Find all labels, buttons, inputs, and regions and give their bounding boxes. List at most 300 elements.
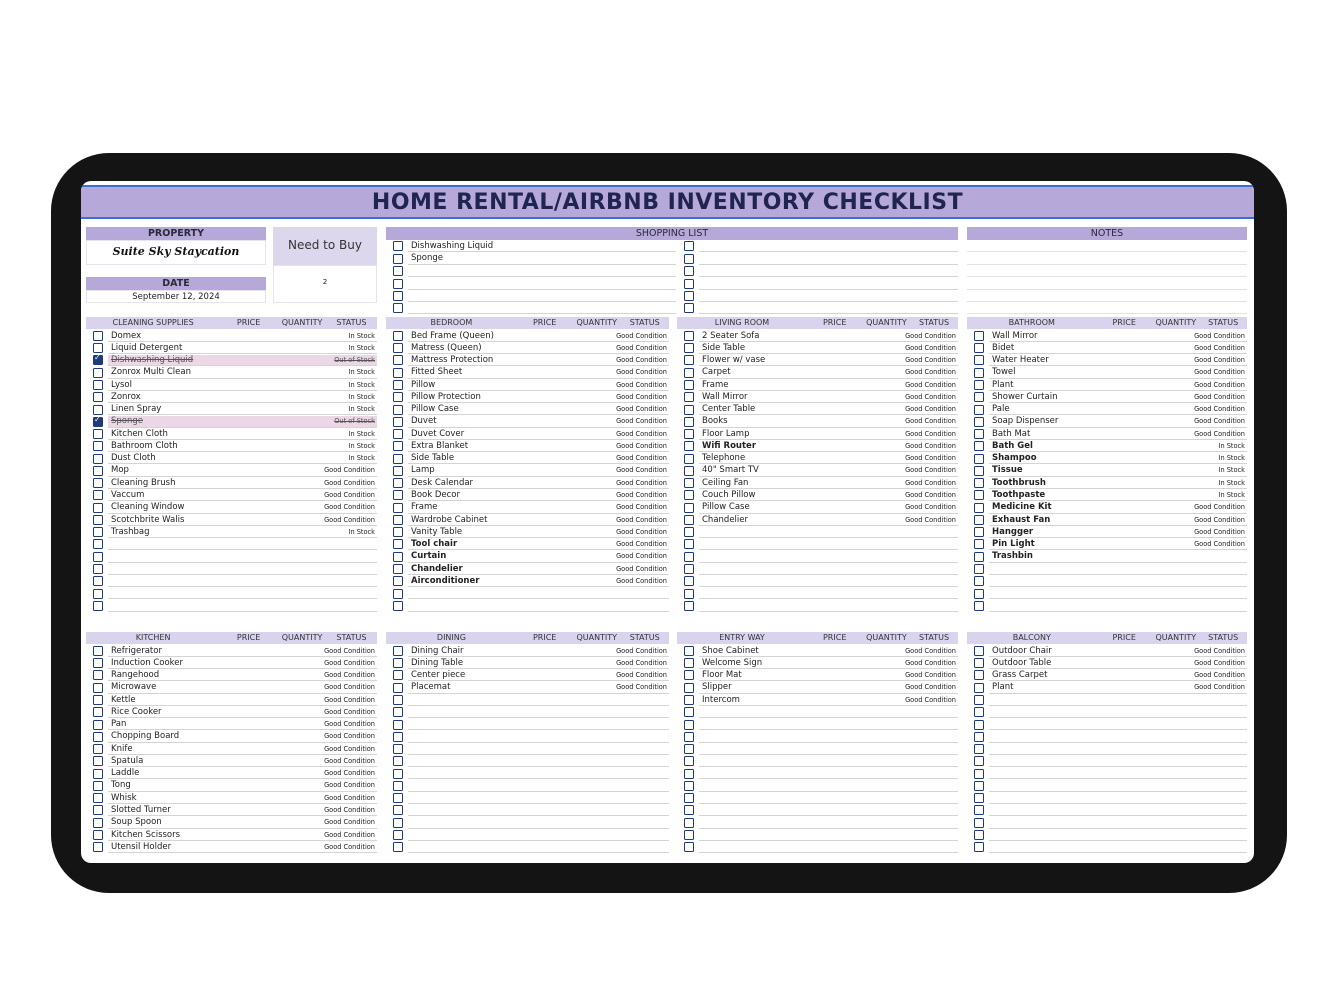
- list-item-wifi-router[interactable]: [677, 440, 958, 452]
- checkbox[interactable]: [393, 601, 403, 611]
- checkbox[interactable]: [393, 241, 403, 251]
- list-item-airconditioner[interactable]: [386, 575, 669, 587]
- checkbox[interactable]: [974, 368, 984, 378]
- checkbox[interactable]: [93, 429, 103, 439]
- checkbox[interactable]: [974, 720, 984, 730]
- checkbox[interactable]: [393, 720, 403, 730]
- checkbox[interactable]: [684, 405, 694, 415]
- checkbox[interactable]: [93, 695, 103, 705]
- list-item-water-heater[interactable]: [967, 354, 1247, 366]
- checkbox[interactable]: [684, 343, 694, 353]
- checkbox[interactable]: [684, 515, 694, 525]
- checkbox[interactable]: [974, 793, 984, 803]
- checkbox[interactable]: [684, 241, 694, 251]
- checkbox[interactable]: [93, 527, 103, 537]
- empty-row[interactable]: [677, 575, 958, 587]
- checkbox[interactable]: [393, 291, 403, 301]
- list-item-floor-mat[interactable]: [677, 669, 958, 681]
- list-item-side-table[interactable]: [386, 452, 669, 464]
- checkbox[interactable]: [93, 454, 103, 464]
- list-item-flower-w-vase[interactable]: [677, 354, 958, 366]
- checkbox[interactable]: [684, 564, 694, 574]
- checkbox[interactable]: [974, 683, 984, 693]
- list-item-toothbrush[interactable]: [967, 477, 1247, 489]
- checkbox[interactable]: [93, 818, 103, 828]
- checkbox[interactable]: [684, 744, 694, 754]
- checkbox[interactable]: [974, 527, 984, 537]
- list-item-hangger[interactable]: [967, 526, 1247, 538]
- checkbox[interactable]: [93, 683, 103, 693]
- checkbox[interactable]: [684, 441, 694, 451]
- list-item-induction-cooker[interactable]: [86, 657, 377, 669]
- checkbox[interactable]: [684, 589, 694, 599]
- empty-row[interactable]: [677, 755, 958, 767]
- list-item-bath-gel[interactable]: [967, 440, 1247, 452]
- empty-row[interactable]: [967, 730, 1247, 742]
- checkbox[interactable]: [393, 830, 403, 840]
- checkbox[interactable]: [393, 670, 403, 680]
- empty-row[interactable]: [677, 779, 958, 791]
- checkbox[interactable]: [684, 266, 694, 276]
- empty-row[interactable]: [386, 841, 669, 853]
- checkbox[interactable]: [684, 392, 694, 402]
- checkbox[interactable]: [93, 842, 103, 852]
- checkbox[interactable]: [93, 744, 103, 754]
- list-item-outdoor-table[interactable]: [967, 657, 1247, 669]
- empty-row[interactable]: [386, 779, 669, 791]
- empty-row[interactable]: [677, 526, 958, 538]
- list-item-intercom[interactable]: [677, 694, 958, 706]
- checkbox[interactable]: [393, 368, 403, 378]
- list-item-trashbag[interactable]: [86, 526, 377, 538]
- checkbox[interactable]: [974, 732, 984, 742]
- list-item-chopping-board[interactable]: [86, 730, 377, 742]
- empty-row[interactable]: [967, 792, 1247, 804]
- checkbox[interactable]: [393, 429, 403, 439]
- checkbox[interactable]: [393, 515, 403, 525]
- list-item-chandelier[interactable]: [386, 563, 669, 575]
- empty-row[interactable]: [677, 265, 958, 277]
- checkbox[interactable]: [93, 576, 103, 586]
- checkbox[interactable]: [393, 303, 403, 313]
- checkbox[interactable]: [393, 466, 403, 476]
- list-item-towel[interactable]: [967, 366, 1247, 378]
- list-item-trashbin[interactable]: [967, 550, 1247, 562]
- checkbox[interactable]: [974, 490, 984, 500]
- checkbox[interactable]: [974, 781, 984, 791]
- checkbox[interactable]: [393, 490, 403, 500]
- checkbox[interactable]: [93, 707, 103, 717]
- list-item-shoe-cabinet[interactable]: [677, 645, 958, 657]
- list-item-cleaning-brush[interactable]: [86, 477, 377, 489]
- list-item-grass-carpet[interactable]: [967, 669, 1247, 681]
- checkbox[interactable]: [393, 658, 403, 668]
- checkbox[interactable]: [393, 781, 403, 791]
- checkbox[interactable]: [974, 658, 984, 668]
- list-item-plant[interactable]: [967, 681, 1247, 693]
- checkbox[interactable]: [93, 552, 103, 562]
- checkbox[interactable]: [974, 576, 984, 586]
- checkbox[interactable]: [684, 279, 694, 289]
- checkbox[interactable]: [93, 343, 103, 353]
- list-item-welcome-sign[interactable]: [677, 657, 958, 669]
- empty-row[interactable]: [677, 816, 958, 828]
- checkbox[interactable]: [974, 601, 984, 611]
- empty-row[interactable]: [677, 599, 958, 611]
- list-item-pillow[interactable]: [386, 379, 669, 391]
- checkbox[interactable]: [684, 539, 694, 549]
- checkbox[interactable]: [974, 744, 984, 754]
- checkbox[interactable]: [393, 805, 403, 815]
- checkbox[interactable]: [974, 539, 984, 549]
- checkbox[interactable]: [93, 658, 103, 668]
- checkbox[interactable]: [684, 303, 694, 313]
- list-item-matress-queen[interactable]: [386, 342, 669, 354]
- checkbox[interactable]: [393, 405, 403, 415]
- checkbox[interactable]: [393, 441, 403, 451]
- checkbox[interactable]: [393, 503, 403, 513]
- checkbox[interactable]: [684, 466, 694, 476]
- checkbox[interactable]: [393, 683, 403, 693]
- checkbox[interactable]: [93, 564, 103, 574]
- list-item-floor-lamp[interactable]: [677, 428, 958, 440]
- list-item-shower-curtain[interactable]: [967, 391, 1247, 403]
- checkbox[interactable]: [93, 331, 103, 341]
- empty-row[interactable]: [386, 730, 669, 742]
- empty-row[interactable]: [386, 694, 669, 706]
- checkbox[interactable]: [93, 405, 103, 415]
- checkbox[interactable]: [684, 254, 694, 264]
- checkbox[interactable]: [684, 683, 694, 693]
- checkbox[interactable]: [393, 552, 403, 562]
- list-item-vaccum[interactable]: [86, 489, 377, 501]
- list-item-lamp[interactable]: [386, 464, 669, 476]
- list-item-shampoo[interactable]: [967, 452, 1247, 464]
- empty-row[interactable]: [677, 302, 958, 314]
- checkbox[interactable]: [93, 441, 103, 451]
- empty-row[interactable]: [386, 829, 669, 841]
- checkbox[interactable]: [974, 695, 984, 705]
- checkbox[interactable]: [393, 331, 403, 341]
- empty-row[interactable]: [386, 265, 676, 277]
- empty-row[interactable]: [677, 743, 958, 755]
- empty-row[interactable]: [967, 755, 1247, 767]
- empty-row[interactable]: [967, 599, 1247, 611]
- empty-row[interactable]: [677, 240, 958, 252]
- checkbox[interactable]: [684, 756, 694, 766]
- empty-row[interactable]: [677, 290, 958, 302]
- checkbox[interactable]: [93, 830, 103, 840]
- checkbox[interactable]: [684, 720, 694, 730]
- list-item-center-piece[interactable]: [386, 669, 669, 681]
- checkbox[interactable]: [393, 254, 403, 264]
- list-item-slipper[interactable]: [677, 681, 958, 693]
- list-item-whisk[interactable]: [86, 792, 377, 804]
- list-item-liquid-detergent[interactable]: [86, 342, 377, 354]
- checkbox[interactable]: [974, 646, 984, 656]
- checkbox[interactable]: [684, 818, 694, 828]
- list-item-spatula[interactable]: [86, 755, 377, 767]
- checkbox[interactable]: [393, 732, 403, 742]
- checkbox[interactable]: [684, 830, 694, 840]
- checkbox[interactable]: [974, 478, 984, 488]
- checkbox[interactable]: [93, 646, 103, 656]
- list-item-zonrox[interactable]: [86, 391, 377, 403]
- checkbox[interactable]: [684, 805, 694, 815]
- checkbox[interactable]: [93, 781, 103, 791]
- checkbox[interactable]: [974, 805, 984, 815]
- list-item-wardrobe-cabinet[interactable]: [386, 514, 669, 526]
- checkbox[interactable]: [974, 466, 984, 476]
- list-item-wall-mirror[interactable]: [967, 330, 1247, 342]
- checkbox[interactable]: [684, 576, 694, 586]
- checkbox[interactable]: [393, 756, 403, 766]
- list-item-outdoor-chair[interactable]: [967, 645, 1247, 657]
- checkbox[interactable]: [393, 478, 403, 488]
- checkbox[interactable]: [974, 503, 984, 513]
- list-item-books[interactable]: [677, 415, 958, 427]
- empty-row[interactable]: [967, 804, 1247, 816]
- checkbox[interactable]: [93, 670, 103, 680]
- list-item-utensil-holder[interactable]: [86, 841, 377, 853]
- checkbox[interactable]: [393, 589, 403, 599]
- checkbox[interactable]: [393, 793, 403, 803]
- list-item-fitted-sheet[interactable]: [386, 366, 669, 378]
- empty-row[interactable]: [967, 743, 1247, 755]
- list-item-bath-mat[interactable]: [967, 428, 1247, 440]
- empty-row[interactable]: [967, 841, 1247, 853]
- checkbox[interactable]: [93, 720, 103, 730]
- list-item-telephone[interactable]: [677, 452, 958, 464]
- date-box[interactable]: [86, 290, 266, 303]
- property-box[interactable]: [86, 240, 266, 265]
- list-item-mop[interactable]: [86, 464, 377, 476]
- list-item-dining-chair[interactable]: [386, 645, 669, 657]
- list-item-sponge[interactable]: [86, 415, 377, 427]
- list-item-pillow-case[interactable]: [386, 403, 669, 415]
- checkbox[interactable]: [393, 392, 403, 402]
- list-item-slotted-turner[interactable]: [86, 804, 377, 816]
- list-item-kettle[interactable]: [86, 694, 377, 706]
- empty-row[interactable]: [677, 718, 958, 730]
- empty-row[interactable]: [386, 587, 669, 599]
- checkbox[interactable]: [974, 830, 984, 840]
- list-item-center-table[interactable]: [677, 403, 958, 415]
- list-item-pin-light[interactable]: [967, 538, 1247, 550]
- checkbox[interactable]: [393, 266, 403, 276]
- checkbox[interactable]: [684, 781, 694, 791]
- empty-row[interactable]: [677, 538, 958, 550]
- checkbox[interactable]: [393, 646, 403, 656]
- list-item-pan[interactable]: [86, 718, 377, 730]
- list-item-dust-cloth[interactable]: [86, 452, 377, 464]
- empty-row[interactable]: [967, 779, 1247, 791]
- checkbox[interactable]: [974, 769, 984, 779]
- checkbox[interactable]: [974, 756, 984, 766]
- checkbox[interactable]: [393, 842, 403, 852]
- list-item-frame[interactable]: [386, 501, 669, 513]
- list-item-bed-frame-queen[interactable]: [386, 330, 669, 342]
- notes-area[interactable]: [967, 240, 1247, 315]
- list-item-carpet[interactable]: [677, 366, 958, 378]
- list-item-book-decor[interactable]: [386, 489, 669, 501]
- list-item-duvet[interactable]: [386, 415, 669, 427]
- list-item-dishwashing-liquid[interactable]: [386, 240, 676, 252]
- checkbox[interactable]: [93, 417, 103, 427]
- empty-row[interactable]: [386, 767, 669, 779]
- list-item-desk-calendar[interactable]: [386, 477, 669, 489]
- list-item-medicine-kit[interactable]: [967, 501, 1247, 513]
- checkbox[interactable]: [974, 343, 984, 353]
- checkbox[interactable]: [684, 478, 694, 488]
- checkbox[interactable]: [684, 355, 694, 365]
- checkbox[interactable]: [684, 291, 694, 301]
- list-item-pale[interactable]: [967, 403, 1247, 415]
- list-item-rice-cooker[interactable]: [86, 706, 377, 718]
- list-item-kitchen-cloth[interactable]: [86, 428, 377, 440]
- list-item-pillow-case[interactable]: [677, 501, 958, 513]
- checkbox[interactable]: [684, 503, 694, 513]
- checkbox[interactable]: [393, 380, 403, 390]
- checkbox[interactable]: [974, 429, 984, 439]
- checkbox[interactable]: [393, 539, 403, 549]
- checkbox[interactable]: [684, 732, 694, 742]
- list-item-zonrox-multi-clean[interactable]: [86, 366, 377, 378]
- empty-row[interactable]: [677, 706, 958, 718]
- checkbox[interactable]: [974, 405, 984, 415]
- empty-row[interactable]: [86, 599, 377, 611]
- checkbox[interactable]: [974, 707, 984, 717]
- list-item-sponge[interactable]: [386, 252, 676, 264]
- empty-row[interactable]: [677, 829, 958, 841]
- checkbox[interactable]: [393, 527, 403, 537]
- checkbox[interactable]: [684, 695, 694, 705]
- checkbox[interactable]: [974, 818, 984, 828]
- checkbox[interactable]: [684, 490, 694, 500]
- empty-row[interactable]: [677, 587, 958, 599]
- list-item-cleaning-window[interactable]: [86, 501, 377, 513]
- checkbox[interactable]: [684, 417, 694, 427]
- list-item-side-table[interactable]: [677, 342, 958, 354]
- empty-row[interactable]: [967, 767, 1247, 779]
- checkbox[interactable]: [93, 490, 103, 500]
- list-item-bathroom-cloth[interactable]: [86, 440, 377, 452]
- empty-row[interactable]: [677, 563, 958, 575]
- checkbox[interactable]: [93, 732, 103, 742]
- empty-row[interactable]: [967, 587, 1247, 599]
- checkbox[interactable]: [684, 793, 694, 803]
- checkbox[interactable]: [974, 515, 984, 525]
- list-item-knife[interactable]: [86, 743, 377, 755]
- list-item-frame[interactable]: [677, 379, 958, 391]
- checkbox[interactable]: [684, 552, 694, 562]
- checkbox[interactable]: [974, 589, 984, 599]
- empty-row[interactable]: [677, 804, 958, 816]
- empty-row[interactable]: [967, 694, 1247, 706]
- checkbox[interactable]: [93, 589, 103, 599]
- empty-row[interactable]: [386, 792, 669, 804]
- empty-row[interactable]: [677, 792, 958, 804]
- list-item-scotchbrite-walis[interactable]: [86, 514, 377, 526]
- list-item-tissue[interactable]: [967, 464, 1247, 476]
- checkbox[interactable]: [974, 552, 984, 562]
- checkbox[interactable]: [974, 331, 984, 341]
- empty-row[interactable]: [677, 730, 958, 742]
- checkbox[interactable]: [974, 454, 984, 464]
- list-item-chandelier[interactable]: [677, 514, 958, 526]
- empty-row[interactable]: [677, 277, 958, 289]
- list-item-tong[interactable]: [86, 779, 377, 791]
- checkbox[interactable]: [93, 793, 103, 803]
- checkbox[interactable]: [684, 646, 694, 656]
- checkbox[interactable]: [684, 707, 694, 717]
- list-item-dishwashing-liquid[interactable]: [86, 354, 377, 366]
- checkbox[interactable]: [974, 355, 984, 365]
- list-item-dining-table[interactable]: [386, 657, 669, 669]
- checkbox[interactable]: [393, 744, 403, 754]
- checkbox[interactable]: [393, 355, 403, 365]
- empty-row[interactable]: [386, 706, 669, 718]
- empty-row[interactable]: [86, 587, 377, 599]
- list-item-extra-blanket[interactable]: [386, 440, 669, 452]
- checkbox[interactable]: [93, 355, 103, 365]
- list-item-duvet-cover[interactable]: [386, 428, 669, 440]
- checkbox[interactable]: [93, 466, 103, 476]
- checkbox[interactable]: [93, 380, 103, 390]
- empty-row[interactable]: [967, 829, 1247, 841]
- checkbox[interactable]: [393, 695, 403, 705]
- checkbox[interactable]: [393, 707, 403, 717]
- list-item-kitchen-scissors[interactable]: [86, 829, 377, 841]
- empty-row[interactable]: [967, 706, 1247, 718]
- checkbox[interactable]: [974, 441, 984, 451]
- list-item-lysol[interactable]: [86, 379, 377, 391]
- list-item-domex[interactable]: [86, 330, 377, 342]
- list-item-linen-spray[interactable]: [86, 403, 377, 415]
- list-item-exhaust-fan[interactable]: [967, 514, 1247, 526]
- list-item-ceiling-fan[interactable]: [677, 477, 958, 489]
- list-item-soup-spoon[interactable]: [86, 816, 377, 828]
- list-item-refrigerator[interactable]: [86, 645, 377, 657]
- empty-row[interactable]: [386, 718, 669, 730]
- checkbox[interactable]: [974, 564, 984, 574]
- empty-row[interactable]: [386, 277, 676, 289]
- checkbox[interactable]: [93, 769, 103, 779]
- checkbox[interactable]: [93, 503, 103, 513]
- checkbox[interactable]: [93, 539, 103, 549]
- list-item-wall-mirror[interactable]: [677, 391, 958, 403]
- checkbox[interactable]: [684, 454, 694, 464]
- checkbox[interactable]: [393, 279, 403, 289]
- list-item-soap-dispenser[interactable]: [967, 415, 1247, 427]
- checkbox[interactable]: [684, 769, 694, 779]
- empty-row[interactable]: [86, 563, 377, 575]
- empty-row[interactable]: [386, 290, 676, 302]
- list-item-plant[interactable]: [967, 379, 1247, 391]
- list-item-2-seater-sofa[interactable]: [677, 330, 958, 342]
- checkbox[interactable]: [393, 417, 403, 427]
- empty-row[interactable]: [677, 252, 958, 264]
- checkbox[interactable]: [393, 769, 403, 779]
- checkbox[interactable]: [974, 392, 984, 402]
- checkbox[interactable]: [93, 392, 103, 402]
- checkbox[interactable]: [684, 380, 694, 390]
- list-item-tool-chair[interactable]: [386, 538, 669, 550]
- empty-row[interactable]: [86, 575, 377, 587]
- list-item-mattress-protection[interactable]: [386, 354, 669, 366]
- empty-row[interactable]: [967, 575, 1247, 587]
- empty-row[interactable]: [386, 816, 669, 828]
